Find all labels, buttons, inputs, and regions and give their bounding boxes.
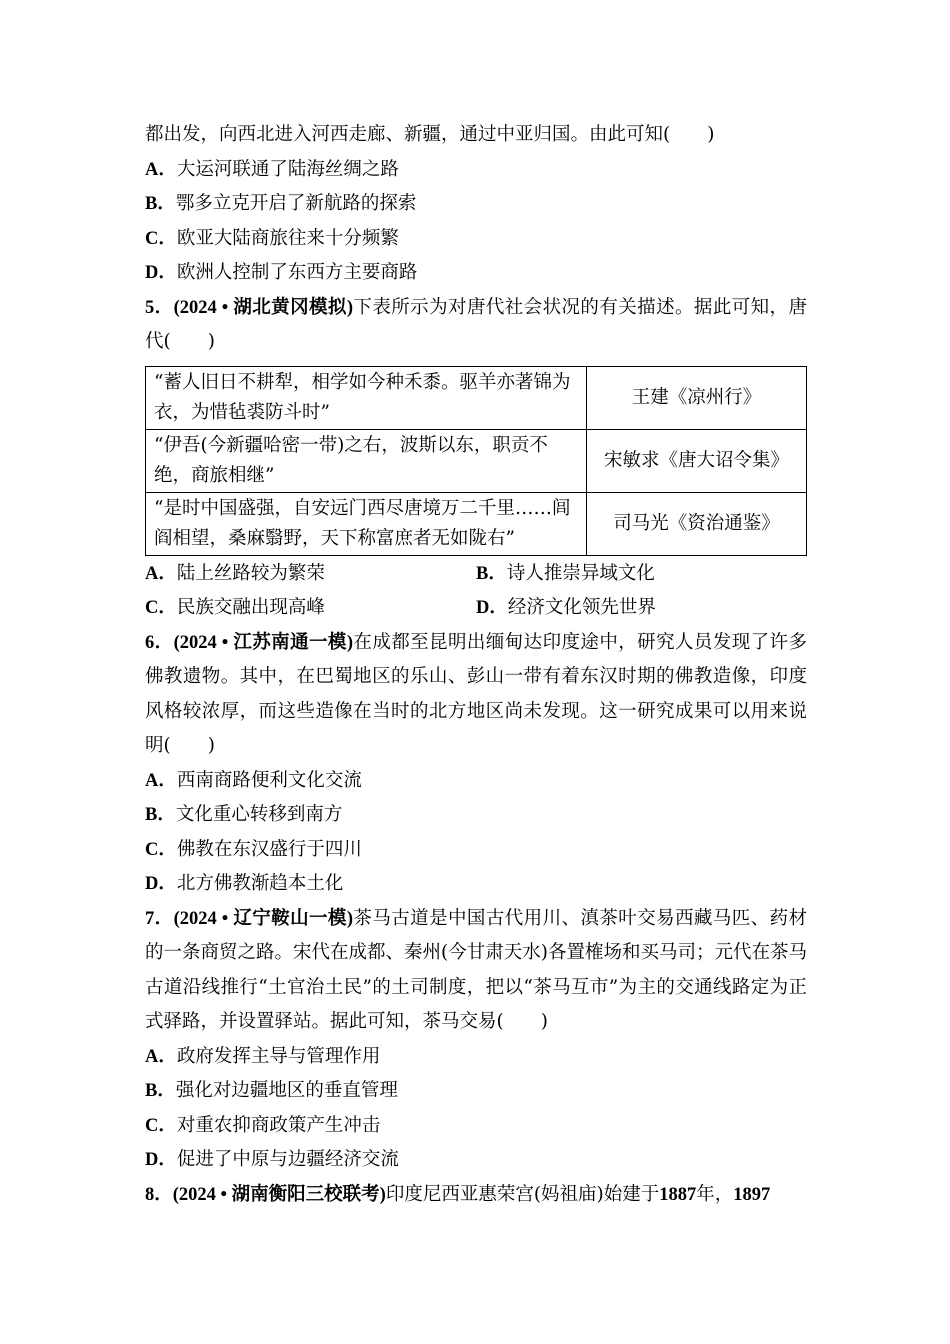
question-source: (2024 • 江苏南通一模) <box>173 632 353 653</box>
option-b[interactable] <box>145 1074 807 1109</box>
option-label: C． <box>145 839 177 860</box>
option-label: D． <box>145 263 177 283</box>
question-text: 在成都至昆明出缅甸达印度途中，研究人员发现了许多佛教遗物。其中，在巴蜀地区的乐山、彭山一带有着东汉时期的佛教造像，印度风格较浓厚，而这些造像在当时的北方地区尚未发现。这一研究成果可以用来说明( ) <box>145 631 807 756</box>
question-text: 印度尼西亚惠荣宫(妈祖庙)始建于 <box>385 1183 660 1205</box>
option-text: 西南商路便利文化交流 <box>176 769 362 791</box>
option-text: 对重农抑商政策产生冲击 <box>176 1114 381 1136</box>
author-cell: 司马光《资治通鉴》 <box>587 492 807 555</box>
year-value: 1897 <box>733 1184 771 1205</box>
question-number: 8． <box>145 1184 173 1205</box>
option-text: 强化对边疆地区的垂直管理 <box>175 1080 398 1101</box>
option-text: 民族交融出现高峰 <box>176 597 325 618</box>
option-label: A． <box>145 770 177 791</box>
option-label: B． <box>145 1081 176 1101</box>
option-b[interactable] <box>145 798 807 833</box>
option-label: C． <box>145 598 177 618</box>
option-text: 大运河联通了陆海丝绸之路 <box>176 158 399 180</box>
question-8-stem <box>145 1178 807 1213</box>
option-label: D． <box>145 1150 177 1170</box>
question-4-options <box>145 153 807 291</box>
author-cell: 宋敏求《唐大诏令集》 <box>587 429 807 492</box>
question-7-options <box>145 1040 807 1178</box>
question-source: (2024 • 湖南衡阳三校联考) <box>172 1184 386 1205</box>
question-6-options <box>145 764 807 902</box>
question-5-options-row <box>145 591 807 626</box>
option-label: C． <box>145 228 177 249</box>
question-number: 5． <box>145 297 174 318</box>
option-text: 欧亚大陆商旅往来十分频繁 <box>176 227 399 249</box>
option-label: A． <box>145 159 177 180</box>
question-text: 年， <box>696 1183 734 1205</box>
option-label: B． <box>145 805 176 825</box>
question-number: 6． <box>145 632 174 653</box>
option-text: 陆上丝路较为繁荣 <box>176 562 325 584</box>
option-label: A． <box>145 563 177 584</box>
option-a[interactable] <box>145 557 476 592</box>
option-label: D． <box>145 874 177 894</box>
option-a[interactable] <box>145 153 807 188</box>
option-label: A． <box>145 1046 177 1067</box>
source-table <box>145 366 807 556</box>
quote-cell: “伊吾(今新疆哈密一带)之右，波斯以东，职贡不绝，商旅相继” <box>146 429 587 492</box>
table-row <box>146 429 807 492</box>
option-d[interactable] <box>476 591 807 626</box>
year-value: 1887 <box>659 1184 697 1205</box>
option-a[interactable] <box>145 1040 807 1075</box>
question-text: 下表所示为对唐代社会状况的有关描述。据此可知，唐代( ) <box>145 296 807 352</box>
option-label: B． <box>476 563 507 584</box>
option-label: B． <box>145 194 176 214</box>
question-text: 茶马古道是中国古代用川、滇茶叶交易西藏马匹、药材的一条商贸之路。宋代在成都、秦州(今甘肃天水)各置榷场和买马司；元代在茶马古道沿线推行“土官治土民”的土司制度，把以“茶马互市”为主的交通线路定为正式驿路，并设置驿站。据此可知，茶马交易( ) <box>145 907 807 1032</box>
option-text: 诗人推崇异域文化 <box>506 562 655 584</box>
option-label: D． <box>476 598 508 618</box>
option-text: 文化重心转移到南方 <box>175 804 343 825</box>
option-d[interactable] <box>145 256 807 291</box>
question-5-options-row <box>145 557 807 592</box>
option-text: 佛教在东汉盛行于四川 <box>176 838 362 860</box>
option-b[interactable] <box>145 187 807 222</box>
author-cell: 王建《凉州行》 <box>587 366 807 429</box>
question-source: (2024 • 辽宁鞍山一模) <box>173 908 353 929</box>
quote-cell: “蓄人旧日不耕犁，相学如今种禾黍。驱羊亦著锦为衣，为惜毡裘防斗时” <box>146 366 587 429</box>
question-4-stem-tail: 都出发，向西北进入河西走廊、新疆，通过中亚归国。由此可知( ) <box>145 124 715 145</box>
option-label: C． <box>145 1115 177 1136</box>
option-c[interactable] <box>145 222 807 257</box>
option-b[interactable] <box>476 557 807 592</box>
table-row <box>146 366 807 429</box>
question-5-stem <box>145 291 807 360</box>
option-d[interactable] <box>145 1143 807 1178</box>
option-a[interactable] <box>145 764 807 799</box>
exam-page <box>145 118 807 1212</box>
option-text: 政府发挥主导与管理作用 <box>176 1045 381 1067</box>
question-number: 7． <box>145 908 174 929</box>
option-c[interactable] <box>145 833 807 868</box>
option-d[interactable] <box>145 867 807 902</box>
quote-cell: “是时中国盛强，自安远门西尽唐境万二千里……闾阎相望，桑麻翳野，天下称富庶者无如陇右” <box>146 492 587 555</box>
option-text: 促进了中原与边疆经济交流 <box>176 1149 399 1170</box>
option-c[interactable] <box>145 1109 807 1144</box>
option-text: 鄂多立克开启了新航路的探索 <box>175 193 417 214</box>
question-source: (2024 • 湖北黄冈模拟) <box>173 297 353 318</box>
option-c[interactable] <box>145 591 476 626</box>
option-text: 北方佛教渐趋本土化 <box>176 873 344 894</box>
option-text: 欧洲人控制了东西方主要商路 <box>176 262 418 283</box>
question-6-stem <box>145 626 807 764</box>
table-row <box>146 492 807 555</box>
question-7-stem <box>145 902 807 1040</box>
option-text: 经济文化领先世界 <box>507 597 656 618</box>
